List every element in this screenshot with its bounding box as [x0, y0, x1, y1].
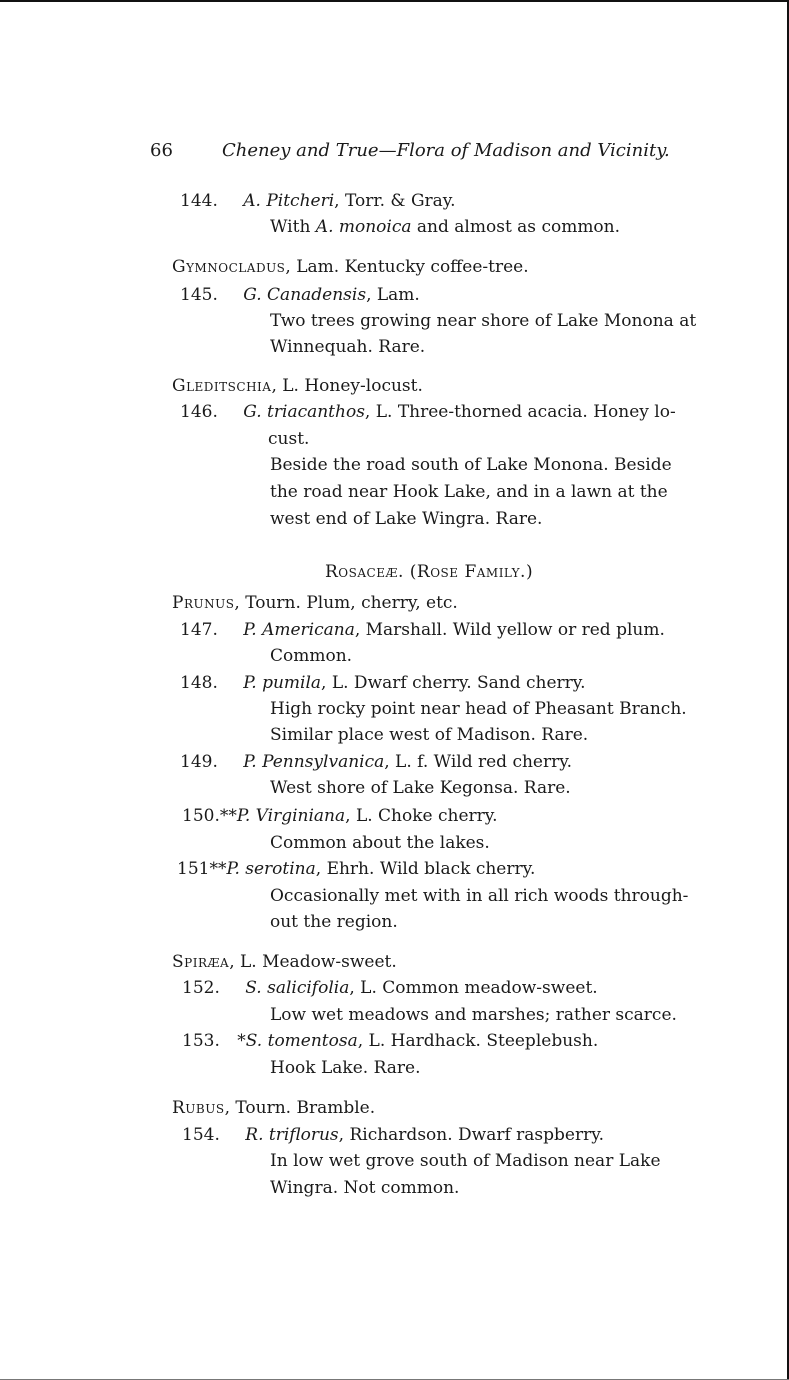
entry-146-note: Beside the road south of Lake Monona. Beside: [270, 455, 672, 475]
entry-153-note: Hook Lake. Rare.: [270, 1058, 421, 1078]
entry-number: 153.: [182, 1031, 220, 1051]
entry-number: 154.: [182, 1125, 220, 1145]
entry-154-note: Wingra. Not common.: [270, 1178, 460, 1198]
entry-number: 150.**: [182, 806, 237, 826]
species-authority: , L. Choke cherry.: [345, 806, 498, 826]
species-name: P. serotina: [226, 859, 316, 879]
entry-147-note: Common.: [270, 646, 353, 666]
species-authority: , Richardson. Dwarf raspberry.: [338, 1125, 604, 1145]
entry-150: [182, 805, 498, 827]
entry-152-note: Low wet meadows and marshes; rather scarce.: [270, 1005, 677, 1025]
entry-149-note: West shore of Lake Kegonsa. Rare.: [270, 778, 571, 798]
genus-name: Spiræa: [172, 952, 230, 972]
entry-144: [180, 190, 456, 212]
species-authority: , L. Three-thorned acacia. Honey lo-: [364, 402, 676, 422]
species-name: S. salicifolia: [245, 978, 350, 998]
entry-number: 145.: [180, 285, 218, 305]
entry-number: 148.: [180, 673, 218, 693]
genus-name: Gleditschia: [172, 376, 272, 396]
genus-heading: Prunus, Tourn. Plum, cherry, etc.: [172, 593, 458, 613]
entry-146-continuation: cust.: [268, 429, 310, 449]
entry-number: 152.: [182, 978, 220, 998]
rarity-mark: *: [237, 1031, 246, 1051]
species-authority: , Ehrh. Wild black cherry.: [315, 859, 536, 879]
genus-name: Rubus: [172, 1098, 225, 1118]
species-name: P. Virginiana: [236, 806, 346, 826]
entry-148: [180, 672, 586, 694]
entry-150-note: Common about the lakes.: [270, 833, 490, 853]
species-name: P. Americana: [243, 620, 355, 640]
entry-number: 149.: [180, 752, 218, 772]
entry-145-note: Winnequah. Rare.: [270, 337, 426, 357]
species-authority: , Lam.: [366, 285, 420, 305]
family-name: Rosaceæ: [325, 562, 398, 582]
entry-number: 146.: [180, 402, 218, 422]
species-authority: , Torr. & Gray.: [334, 191, 456, 211]
entry-146-note: west end of Lake Wingra. Rare.: [270, 509, 543, 529]
entry-147: [180, 619, 665, 641]
species-authority: , L. Dwarf cherry. Sand cherry.: [321, 673, 586, 693]
entry-151-note: Occasionally met with in all rich woods through-: [270, 886, 689, 906]
entry-151-note: out the region.: [270, 912, 398, 932]
genus-heading: Gleditschia, L. Honey-locust.: [172, 376, 423, 396]
genus-heading: Gymnocladus, Lam. Kentucky coffee-tree.: [172, 257, 529, 277]
entry-146: [180, 401, 676, 423]
genus-name: Gymnocladus: [172, 257, 286, 277]
entry-148-note: High rocky point near head of Pheasant Branch.: [270, 699, 687, 719]
species-name: A. Pitcheri: [243, 191, 335, 211]
page-number: 66: [150, 140, 173, 161]
entry-145-note: Two trees growing near shore of Lake Monona at: [270, 311, 697, 331]
entry-152: [182, 977, 598, 999]
genus-name: Prunus: [172, 593, 235, 613]
page-header: [150, 140, 710, 168]
species-authority: , Marshall. Wild yellow or red plum.: [354, 620, 665, 640]
entry-153: [182, 1030, 598, 1052]
species-name: G. triacanthos: [243, 402, 365, 422]
entry-number: 151**: [177, 859, 227, 879]
entry-154: [182, 1124, 604, 1146]
species-name: G. Canadensis: [243, 285, 367, 305]
entry-145: [180, 284, 420, 306]
entry-146-note: the road near Hook Lake, and in a lawn at the: [270, 482, 668, 502]
entry-number: 147.: [180, 620, 218, 640]
scan-border-top: [0, 0, 789, 2]
species-authority: , L. Hardhack. Steeplebush.: [357, 1031, 599, 1051]
entry-148-note: Similar place west of Madison. Rare.: [270, 725, 589, 745]
species-name: S. tomentosa: [245, 1031, 358, 1051]
genus-heading: Spiræa, L. Meadow-sweet.: [172, 952, 397, 972]
species-name: R. triflorus: [245, 1125, 339, 1145]
entry-144-note: With A. monoica and almost as common.: [270, 217, 621, 237]
running-title: Cheney and True—Flora of Madison and Vicinity.: [222, 140, 670, 161]
entry-number: 144.: [180, 191, 218, 211]
genus-heading: Rubus, Tourn. Bramble.: [172, 1098, 376, 1118]
species-authority: , L. Common meadow-sweet.: [349, 978, 598, 998]
entry-154-note: In low wet grove south of Madison near Lake: [270, 1151, 661, 1171]
species-name: P. pumila: [243, 673, 322, 693]
entry-149: [180, 751, 572, 773]
species-name: P. Pennsylvanica: [243, 752, 385, 772]
entry-151: [177, 858, 535, 880]
species-authority: , L. f. Wild red cherry.: [384, 752, 572, 772]
family-heading: Rosaceæ. (Rose Family.): [325, 562, 534, 582]
